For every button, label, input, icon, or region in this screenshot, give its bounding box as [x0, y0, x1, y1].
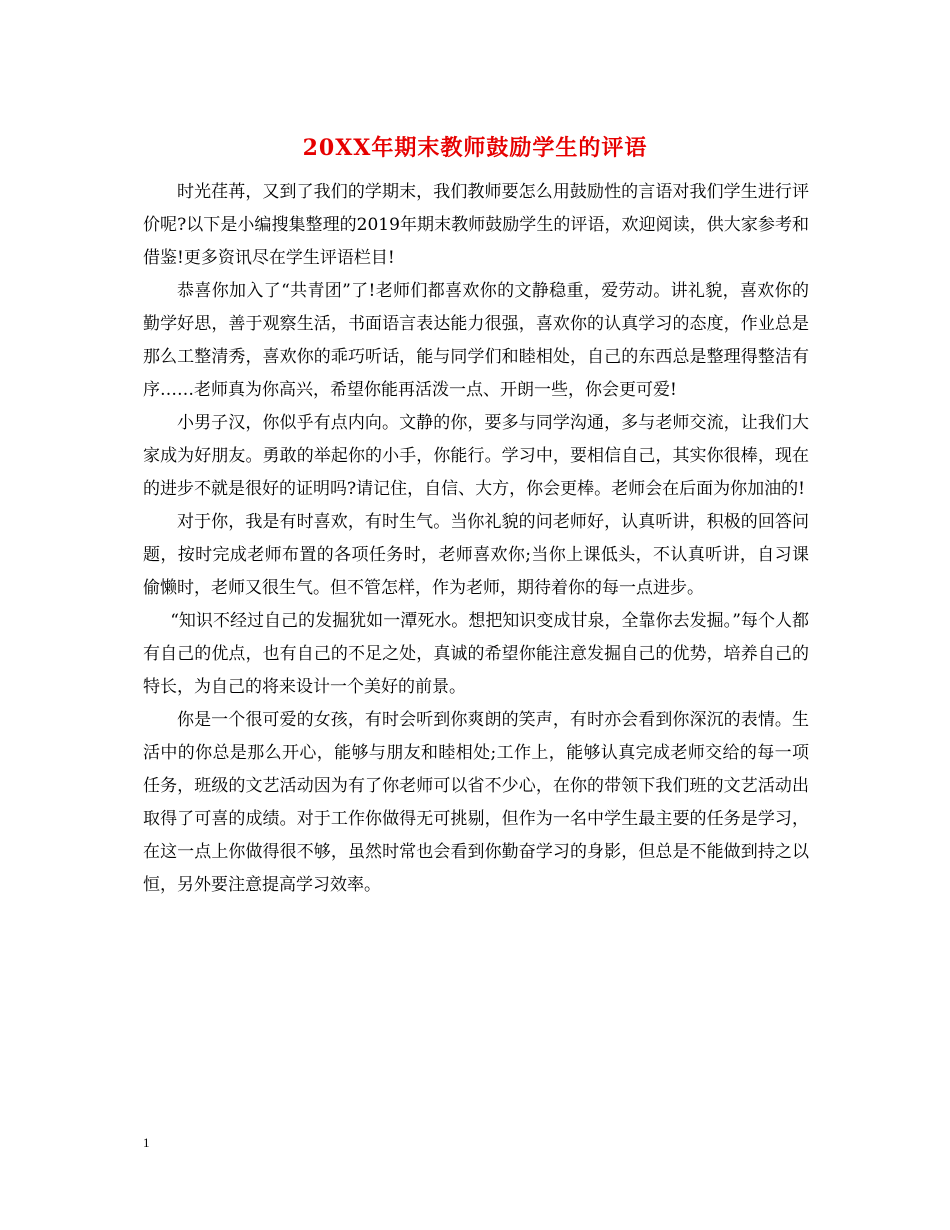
page-number: 1	[143, 1135, 150, 1150]
paragraph-comment-1: 恭喜你加入了“共青团”了!老师们都喜欢你的文静稳重，爱劳动。讲礼貌，喜欢你的勤学好思，善于观察生活，书面语言表达能力很强，喜欢你的认真学习的态度，作业总是那么工整清秀，喜欢你的乖巧听话，能与同学们和睦相处，自己的东西总是整理得整洁有序……老师真为你高兴，希望你能再活泼一点、开朗一些，你会更可爱!	[143, 281, 809, 400]
document-title: 20XX年期末教师鼓励学生的评语	[302, 135, 648, 161]
document-body	[143, 176, 809, 902]
paragraph-comment-5: 你是一个很可爱的女孩，有时会听到你爽朗的笑声，有时亦会看到你深沉的表情。生活中的你总是那么开心，能够与朋友和睦相处;工作上，能够认真完成老师交给的每一项任务，班级的文艺活动因为有了你老师可以省不少心，在你的带领下我们班的文艺活动出取得了可喜的成绩。对于工作你做得无可挑剔，但作为一名中学生最主要的任务是学习，在这一点上你做得很不够，虽然时常也会看到你勤奋学习的身影，但总是不能做到持之以恒，另外要注意提高学习效率。	[143, 710, 809, 895]
paragraph-comment-4: “知识不经过自己的发掘犹如一潭死水。想把知识变成甘泉，全靠你去发掘。”每个人都有自己的优点，也有自己的不足之处，真诚的希望你能注意发掘自己的优势，培养自己的特长，为自己的将来设计一个美好的前景。	[143, 611, 809, 697]
paragraph-comment-3: 对于你，我是有时喜欢，有时生气。当你礼貌的问老师好，认真听讲，积极的回答问题，按时完成老师布置的各项任务时，老师喜欢你;当你上课低头，不认真听讲，自习课偷懒时，老师又很生气。但不管怎样，作为老师，期待着你的每一点进步。	[143, 512, 809, 598]
paragraph-comment-2: 小男子汉，你似乎有点内向。文静的你，要多与同学沟通，多与老师交流，让我们大家成为好朋友。勇敢的举起你的小手，你能行。学习中，要相信自己，其实你很棒，现在的进步不就是很好的证明吗?请记住，自信、大方，你会更棒。老师会在后面为你加油的!	[143, 413, 809, 499]
paragraph-intro: 时光荏苒，又到了我们的学期末，我们教师要怎么用鼓励性的言语对我们学生进行评价呢?以下是小编搜集整理的2019年期末教师鼓励学生的评语，欢迎阅读，供大家参考和借鉴!更多资讯尽在学生评语栏目!	[143, 182, 809, 268]
